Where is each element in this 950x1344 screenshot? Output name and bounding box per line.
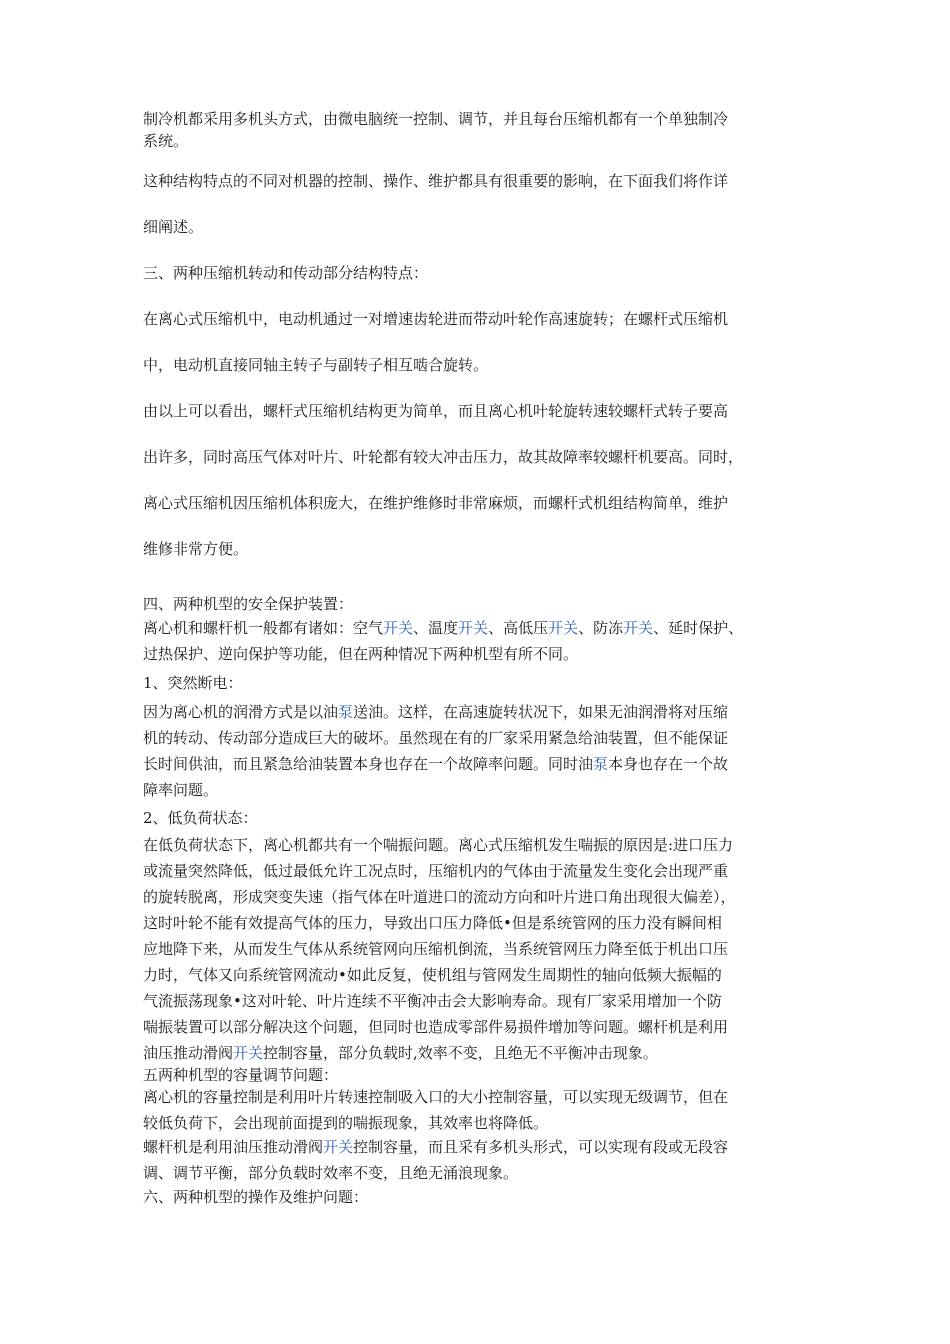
text-line: 维修非常方便。 [143,540,249,558]
subheading-low-load: 2、低负荷状态： [143,809,258,827]
paragraph-multi-head [143,108,833,152]
section-heading-5: 五两种机型的容量调节问题： [143,1066,339,1084]
text-line: 因为离心机的润滑方式是以油泵送油。这样，在高速旋转状况下，如果无油润滑将对压缩 [143,703,729,721]
text-line: 螺杆机是利用油压推动滑阀开关控制容量，而且采有多机头形式，可以实现有段或无段容 [143,1138,729,1156]
section-heading-4: 四、两种机型的安全保护装置： [143,595,354,613]
paragraph-protection [143,615,833,667]
text-line: 力时，气体又向系统管网流动•如此反复，使机组与管网发生周期性的轴向低频大振幅的 [143,966,722,984]
paragraph-screw-capacity [143,1134,833,1186]
text-line: 应地降下来，从而发生气体从系统管网向压缩机倒流，当系统管网压力降至低于机出口压 [143,940,729,958]
text-line: 细阐述。 [143,218,204,236]
text-line: 的旋转脱离，形成突变失速（指气体在叶道进口的流动方向和叶片进口角出现很大偏差）， [143,888,736,906]
text-line: 喘振装置可以部分解决这个问题，但同时也造成零部件易损件增加等问题。螺杆机是利用 [143,1018,729,1036]
text-line: 由以上可以看出，螺杆式压缩机结构更为简单，而且离心机叶轮旋转速较螺杆式转子要高 [143,402,729,420]
text-line: 制冷机都采用多机头方式，由微电脑统一控制、调节，并且每台压缩机都有一个单独制冷 [143,110,729,128]
text-line: 或流量突然降低，低过最低允许工况点时，压缩机内的气体由于流量发生变化会出现严重 [143,862,729,880]
paragraph-structure-impact [143,158,833,250]
text-line: 出许多，同时高压气体对叶片、叶轮都有较大冲击压力，故其故障率较螺杆机要高。同时， [143,448,744,466]
section-heading-3: 三、两种压缩机转动和传动部分结构特点： [143,264,429,282]
text-line: 在离心式压缩机中，电动机通过一对增速齿轮进而带动叶轮作高速旋转；在螺杆式压缩机 [143,310,729,328]
switch-link[interactable]: 开关 [233,1044,264,1062]
switch-link[interactable]: 开关 [323,1138,354,1156]
text-line: 离心机和螺杆机一般都有诸如：空气开关、温度开关、高低压开关、防冻开关、延时保护、 [143,619,744,637]
switch-link[interactable]: 开关 [548,619,579,637]
pump-link[interactable]: 泵 [338,703,354,721]
text-line: 较低负荷下，会出现前面提到的喘振现象，其效率也将降低。 [143,1114,549,1132]
text-line: 过热保护、逆向保护等功能，但在两种情况下两种机型有所不同。 [143,645,579,663]
paragraph-surge [143,832,833,1066]
paragraph-comparison [143,388,833,572]
text-line: 障率问题。 [143,781,219,799]
pump-link[interactable]: 泵 [593,755,609,773]
text-line: 长时间供油，而且紧急给油装置本身也存在一个故障率问题。同时油泵本身也存在一个故 [143,755,729,773]
text-line: 中，电动机直接同轴主转子与副转子相互啮合旋转。 [143,356,489,374]
text-line: 机的转动、传动部分造成巨大的破坏。虽然现在有的厂家采用紧急给油装置，但不能保证 [143,729,729,747]
text-line: 这时叶轮不能有效提高气体的压力，导致出口压力降低•但是系统管网的压力没有瞬间相 [143,914,722,932]
switch-link[interactable]: 开关 [383,619,414,637]
paragraph-lubrication [143,699,833,803]
text-line: 离心机的容量控制是利用叶片转速控制吸入口的大小控制容量，可以实现无级调节，但在 [143,1088,729,1106]
switch-link[interactable]: 开关 [458,619,489,637]
paragraph-centrifugal-capacity [143,1084,833,1136]
switch-link[interactable]: 开关 [623,619,654,637]
text-line: 在低负荷状态下，离心机都共有一个喘振问题。离心式压缩机发生喘振的原因是:进口压力 [143,836,734,854]
text-line: 离心式压缩机因压缩机体积庞大，在维护维修时非常麻烦，而螺杆式机组结构简单，维护 [143,494,729,512]
text-line: 这种结构特点的不同对机器的控制、操作、维护都具有很重要的影响，在下面我们将作详 [143,172,729,190]
section-heading-6: 六、两种机型的操作及维护问题： [143,1188,369,1206]
text-line: 油压推动滑阀开关控制容量，部分负载时,效率不变，且绝无不平衡冲击现象。 [143,1044,658,1062]
subheading-power-failure: 1、突然断电： [143,674,243,692]
text-line: 气流振荡现象•这对叶轮、叶片连续不平衡冲击会大影响寿命。现有厂家采用增加一个防 [143,992,722,1010]
text-line: 系统。 [143,132,189,150]
text-line: 调、调节平衡，部分负载时效率不变，且绝无涌浪现象。 [143,1164,519,1182]
paragraph-drive-structure [143,296,833,388]
